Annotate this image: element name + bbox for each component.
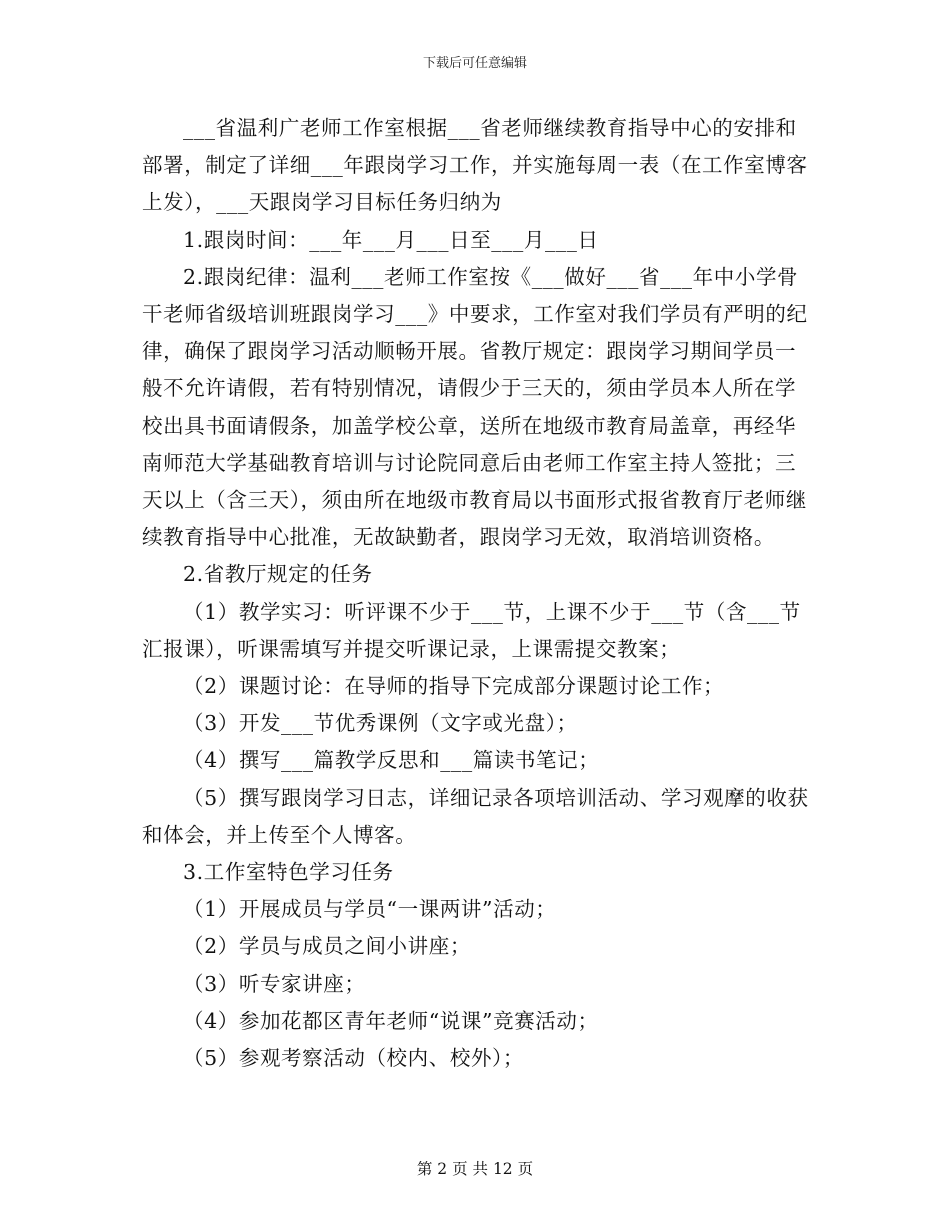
intro-paragraph: ___省温利广老师工作室根据___省老师继续教育指导中心的安排和部署，制定了详细___年跟岗学习工作，并实施每周一表（在工作室博客上发），___天跟岗学习目标任务归纳为 [142,116,808,215]
section-heading: 2.省教厅规定的任务 [183,562,373,587]
page-header-note: 下载后可任意编辑 [422,56,527,71]
document-body [142,110,812,1077]
list-item: （4）撰写___篇教学反思和___篇读书笔记； [183,748,600,773]
list-item: （2）学员与成员之间小讲座； [183,934,471,959]
list-item: （3）开发___节优秀课例（文字或光盘）； [183,711,578,736]
list-item: （5）参观考察活动（校内、校外）； [183,1046,524,1071]
section-heading: 3.工作室特色学习任务 [183,860,394,885]
list-item: （1）教学实习：听评课不少于___节，上课不少于___节（含___节汇报课），听课需填写并提交听课记录，上课需提交教案； [142,599,801,661]
list-item: （4）参加花都区青年老师“说课”竞赛活动； [183,1008,599,1033]
page-number: 第 2 页 共 12 页 [416,1160,534,1178]
list-item: （3）听专家讲座； [183,971,366,996]
list-item: （1）开展成员与学员“一课两讲”活动； [183,897,557,922]
list-item: （2）课题讨论：在导师的指导下完成部分课题讨论工作； [183,674,725,699]
list-item: （5）撰写跟岗学习日志，详细记录各项培训活动、学习观摩的收获和体会，并上传至个人博客。 [142,785,809,847]
schedule-paragraph: 1.跟岗时间：___年___月___日至___月___日 [183,227,599,252]
discipline-paragraph: 2.跟岗纪律：温利___老师工作室按《___做好___省___年中小学骨干老师省级培训班跟岗学习___》中要求，工作室对我们学员有严明的纪律，确保了跟岗学习活动顺畅开展。省教厅规定：跟岗学习期间学员一般不允许请假，若有特别情况，请假少于三天的，须由学员本人所在学校出具书面请假条，加盖学校公章，送所在地级市教育局盖章，再经华南师范大学基础教育培训与讨论院同意后由老师工作室主持人签批；三天以上（含三天），须由所在地级市教育局以书面形式报省教育厅老师继续教育指导中心批准，无故缺勤者，跟岗学习无效，取消培训资格。 [142,264,808,550]
